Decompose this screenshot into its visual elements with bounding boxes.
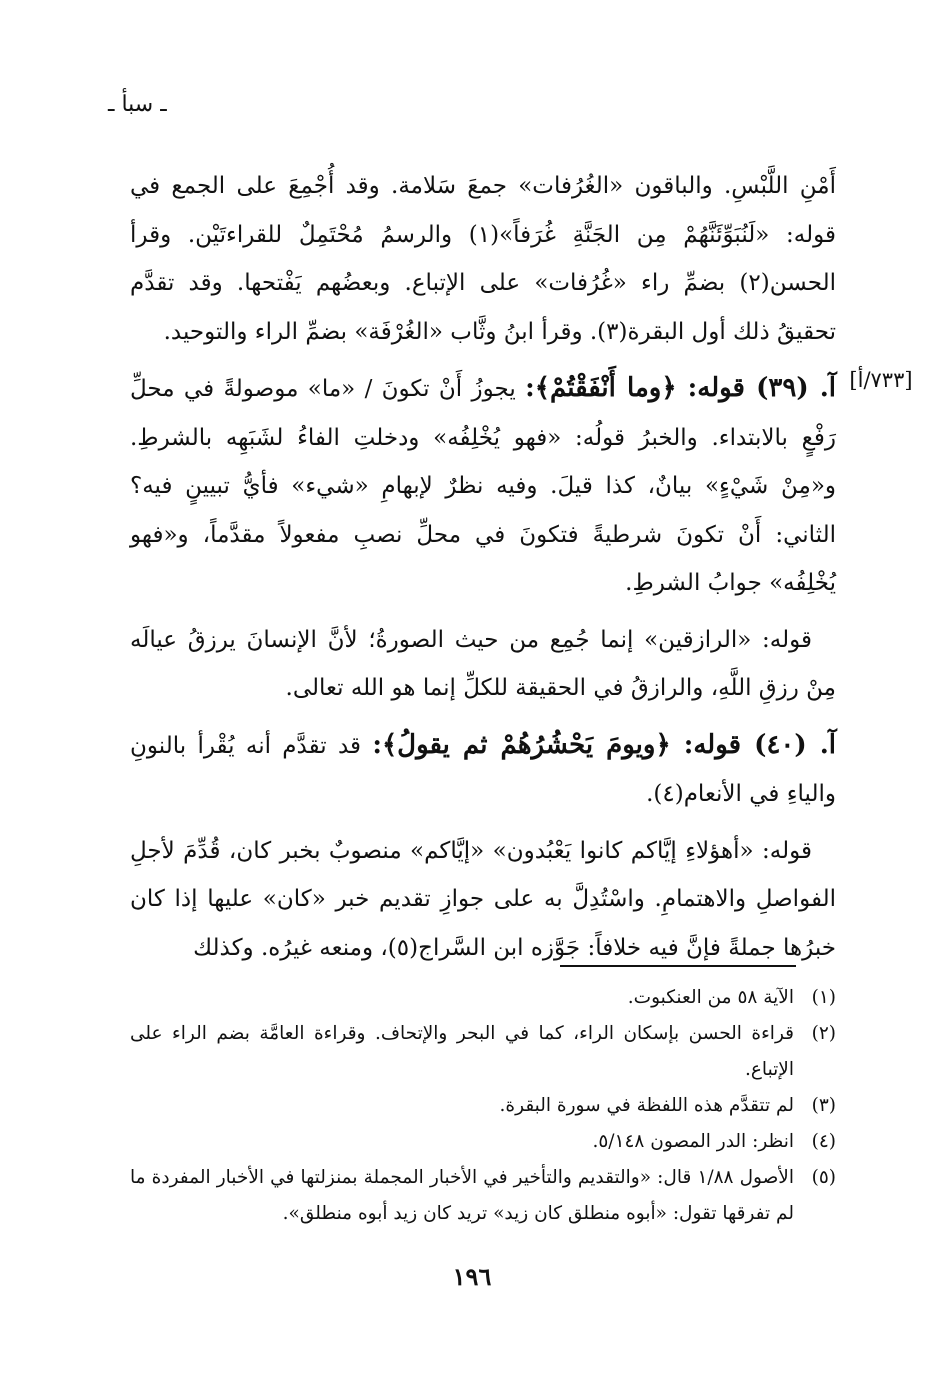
- footnote-1: [130, 980, 836, 1016]
- verse-40-body: قد تقدَّم أنه يُقْرأ بالنونِ والياءِ في الأنعام(٤).: [130, 732, 836, 807]
- footnote-text: قراءة الحسن بإسكان الراء، كما في البحر والإتحاف. وقراءة العامَّة بضم الراء على الإتباع.: [130, 1023, 794, 1080]
- verse-39-body: يجوزُ أَنْ تكونَ / «ما» موصولةً في محلِّ رَفْعٍ بالابتداء. والخبرُ قولُه: «فهو يُخْلِفُه» ودخلتِ الفاءُ لشَبَهِه بالشرطِ. و«مِنْ شَيْءٍ» بيانٌ، كذا قيلَ. وفيه نظرٌ لإبهامِ «شيء» فأيُّ تبيينٍ فيه؟ الثاني: أَنْ تكونَ شرطيةً فتكونَ في محلِّ نصبِ مفعولاً مقدَّماً، و«فهو يُخْلِفُه» جوابُ الشرطِ.: [130, 376, 836, 596]
- margin-reference: [٧٣٣/أ]: [849, 368, 913, 392]
- main-text: [130, 162, 836, 980]
- footnote-number: (٤): [811, 1131, 836, 1152]
- paragraph-verse-39: [130, 364, 836, 608]
- footnote-number: (٢): [811, 1023, 836, 1044]
- paragraph-verse-40: [130, 721, 836, 819]
- footnote-3: [130, 1088, 836, 1124]
- footnote-5: [130, 1160, 836, 1232]
- footnote-text: انظر: الدر المصون ٥/١٤٨.: [592, 1131, 794, 1152]
- paragraph-ghurufat: أَمْنِ اللَّبْسِ. والباقون «الغُرُفات» جمعَ سَلامة. وقد أُجْمِعَ على الجمع في قوله: «لَنُبَوِّئَنَّهُمْ مِن الجَنَّةِ غُرَفاً»(١) والرسمُ مُحْتَمِلٌ للقراءتَيْن. وقرأ الحسن(٢) بضمِّ راء «غُرُفات» على الإتباع. وبعضُهم يَفْتحها. وقد تقدَّم تحقيقُ ذلك أول البقرة(٣). وقرأ ابنُ وثَّاب «الغُرْفَة» بضمِّ الراء والتوحيد.: [130, 173, 836, 345]
- footnote-divider: [560, 965, 796, 967]
- footnotes: [130, 980, 836, 1232]
- footnote-number: (١): [811, 987, 836, 1008]
- footnote-4: [130, 1124, 836, 1160]
- page-number: ١٩٦: [452, 1262, 492, 1291]
- footnote-text: الآية ٥٨ من العنكبوت.: [627, 987, 794, 1008]
- footnote-text: الأصول ١/٨٨ قال: «والتقديم والتأخير في الأخبار المجملة بمنزلتها في الأخبار المفردة ما لم تفرقها تقول: «أبوه منطلق كان زيد» تريد كان زيد أبوه منطلق».: [130, 1167, 794, 1224]
- footnote-text: لم تتقدَّم هذه اللفظة في سورة البقرة.: [499, 1095, 794, 1116]
- footnote-2: [130, 1016, 836, 1088]
- footnote-number: (٥): [811, 1167, 836, 1188]
- verse-40-heading: آ. (٤٠) قوله: ﴿ويومَ يَحْشُرُهُمْ ثم يقولُ﴾:: [372, 729, 837, 760]
- footnote-number: (٣): [811, 1095, 836, 1116]
- paragraph-raziqin: قوله: «الرازقين» إنما جُمِع من حيث الصورةُ؛ لأنَّ الإنسانَ يرزقُ عيالَه مِنْ رزقِ اللَّهِ، والرازقُ في الحقيقة للكلِّ إنما هو الله تعالى.: [130, 626, 836, 701]
- running-head-title: ـ سبأ ـ: [108, 92, 167, 117]
- running-head: [0, 92, 944, 117]
- paragraph-iyyakum: قوله: «أهؤلاءِ إيَّاكم كانوا يَعْبُدون» «إيَّاكم» منصوبٌ بخبر كان، قُدِّمَ لأجلِ الفواصلِ والاهتمامِ. واسْتُدِلَّ به على جوازِ تقديم خبر «كان» عليها إذا كان خبرُها جملةً فإنَّ فيه خلافاً: جَوَّزه ابن السَّراج(٥)، ومنعه غيرُه. وكذلك: [130, 837, 836, 961]
- verse-39-heading: آ. (٣٩) قوله: ﴿وما أَنْفَقْتُمْ﴾:: [525, 373, 836, 403]
